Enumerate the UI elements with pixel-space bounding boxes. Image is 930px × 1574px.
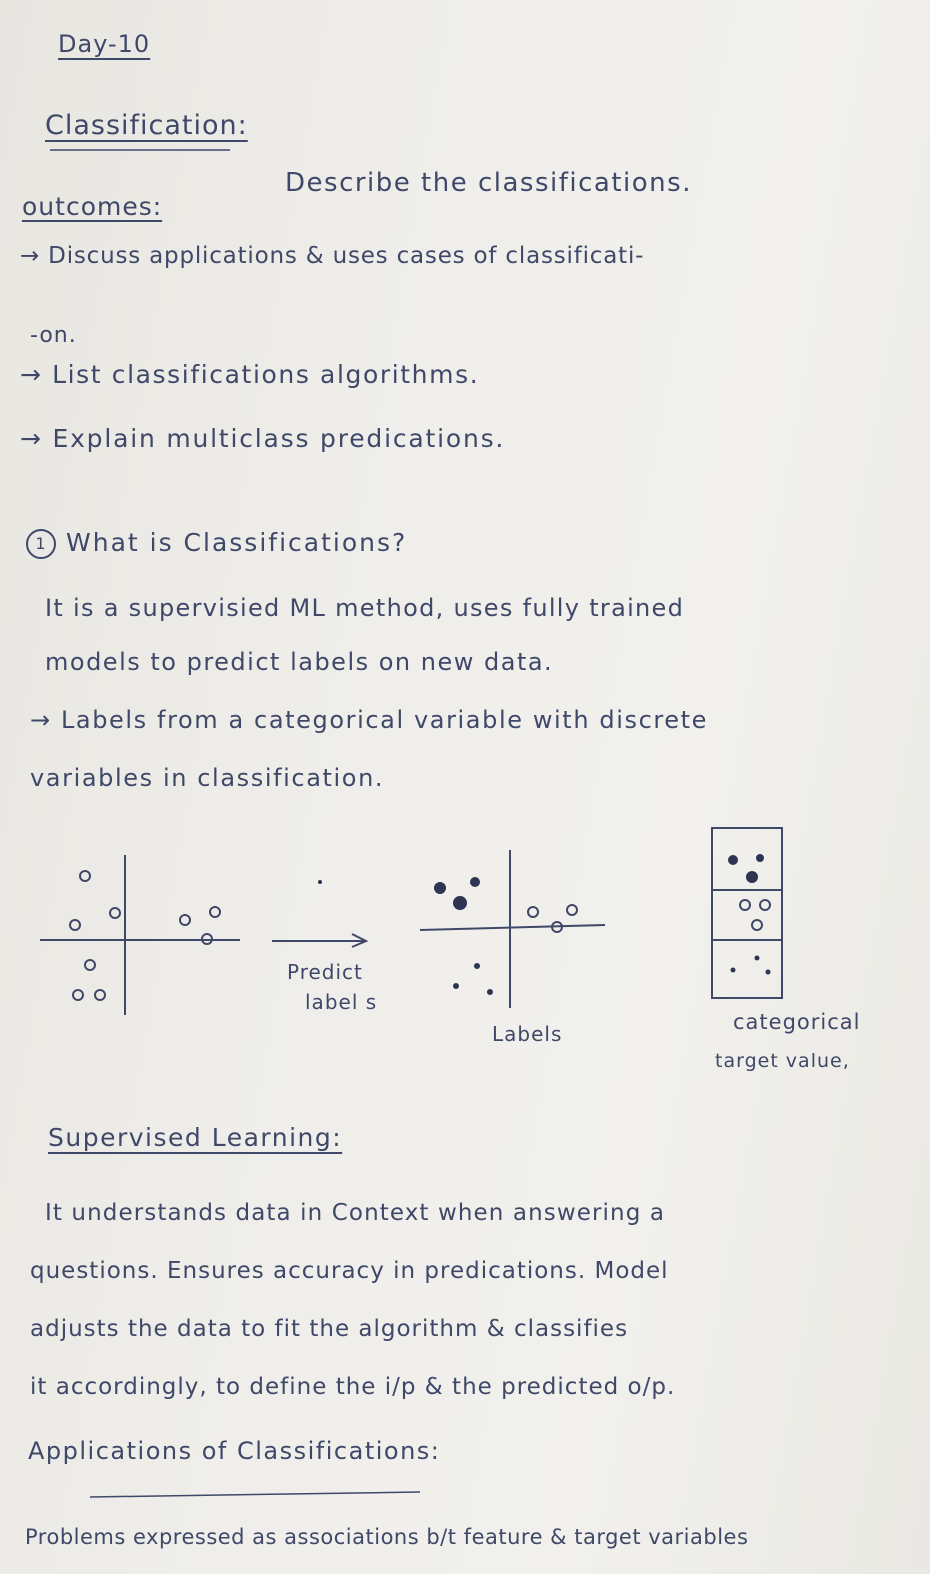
point <box>752 920 762 930</box>
definition-line-1: It is a supervisied ML method, uses fully trained <box>45 594 685 622</box>
outcome-describe: Describe the classifications. <box>285 168 692 198</box>
point <box>73 990 83 1000</box>
supervised-line-1: It understands data in Context when answering a <box>45 1200 666 1226</box>
supervised-line-3: adjusts the data to fit the algorithm & classifies <box>30 1316 629 1342</box>
definition-line-3: → Labels from a categorical variable with discrete <box>30 706 709 734</box>
labels-caption: Labels <box>492 1022 563 1046</box>
filled-point <box>434 882 446 894</box>
categorical-caption: categorical <box>733 1010 861 1034</box>
point <box>85 960 95 970</box>
small-point <box>731 968 736 973</box>
filled-point <box>728 855 738 865</box>
outcome-explain: → Explain multiclass predications. <box>20 424 506 453</box>
point <box>210 907 220 917</box>
outcome-discuss-cont: -on. <box>30 323 77 348</box>
point <box>760 900 770 910</box>
point <box>80 871 90 881</box>
applications-underline <box>90 1492 420 1497</box>
mid-x-axis <box>420 925 605 930</box>
small-point <box>474 963 480 969</box>
definition-line-2: models to predict labels on new data. <box>45 648 554 676</box>
small-point <box>453 983 459 989</box>
point <box>528 907 538 917</box>
filled-point <box>756 854 764 862</box>
page-title: Classification: <box>45 110 248 141</box>
point <box>567 905 577 915</box>
supervised-line-2: questions. Ensures accuracy in predications. Model <box>30 1258 669 1284</box>
point <box>70 920 80 930</box>
small-point <box>755 956 760 961</box>
outcome-list: → List classifications algorithms. <box>20 360 480 389</box>
section-question-text: What is Classifications? <box>66 528 408 557</box>
small-point <box>318 880 322 884</box>
filled-point <box>470 877 480 887</box>
point <box>110 908 120 918</box>
point <box>95 990 105 1000</box>
point <box>740 900 750 910</box>
target-value-caption: target value, <box>715 1050 850 1072</box>
point <box>180 915 190 925</box>
day-label: Day-10 <box>58 30 151 58</box>
applications-heading: Applications of Classifications: <box>28 1437 441 1465</box>
outcome-discuss: → Discuss applications & uses cases of classificati- <box>20 243 645 269</box>
supervised-heading: Supervised Learning: <box>48 1123 343 1152</box>
supervised-line-4: it accordingly, to define the i/p & the predicted o/p. <box>30 1374 676 1400</box>
section-number: 1 <box>26 529 56 559</box>
category-box <box>712 828 782 998</box>
definition-line-4: variables in classification. <box>30 764 385 792</box>
small-point <box>487 989 493 995</box>
predict-label-line-1: Predict <box>287 960 363 984</box>
filled-point <box>453 896 467 910</box>
applications-line-1: Problems expressed as associations b/t feature & target variables <box>25 1525 749 1549</box>
small-point <box>766 970 771 975</box>
outcomes-label: outcomes: <box>22 192 163 221</box>
predict-label-line-2: label s <box>305 990 378 1014</box>
filled-point <box>746 871 758 883</box>
